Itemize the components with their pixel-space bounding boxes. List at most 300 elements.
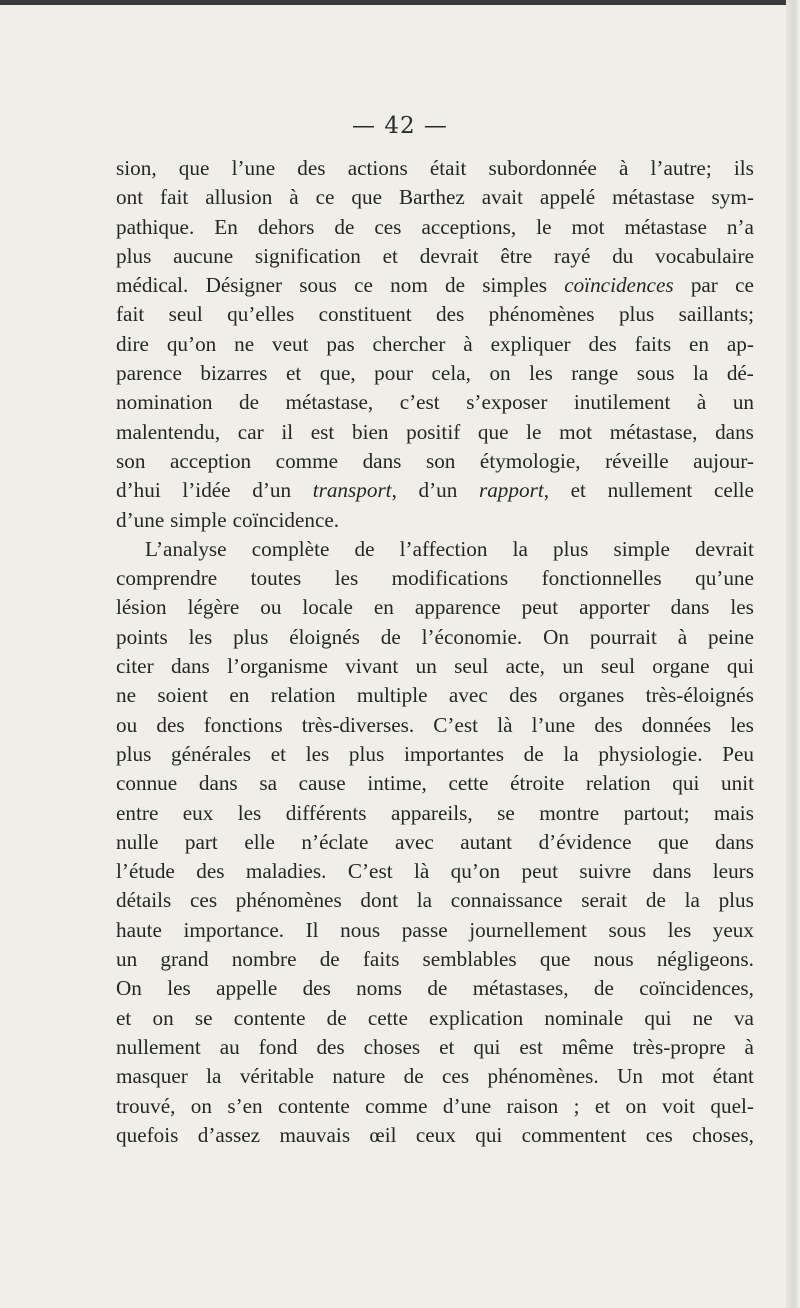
word: locale	[302, 595, 353, 620]
word: avec	[448, 683, 488, 708]
word: noms	[356, 976, 403, 1001]
word: ces	[645, 1122, 673, 1147]
word: sion,	[116, 156, 157, 180]
word: des	[436, 302, 465, 327]
word: autant	[460, 829, 513, 854]
word: les	[334, 566, 359, 591]
word: s’en	[227, 1093, 263, 1118]
word: simple	[170, 507, 227, 532]
text-line	[116, 359, 754, 388]
word: se	[194, 1005, 213, 1030]
word: semblables	[422, 947, 517, 972]
word: acception	[169, 448, 252, 473]
word: C’est	[347, 859, 393, 884]
word: plus	[618, 302, 655, 327]
text-line	[116, 300, 754, 329]
word: à	[696, 390, 707, 415]
word: sous	[636, 361, 675, 386]
text-line	[116, 330, 754, 359]
text-line	[116, 681, 754, 710]
word: On	[543, 624, 569, 649]
word: l’organisme	[227, 654, 328, 679]
word: choses,	[692, 1122, 754, 1147]
word: dé-	[726, 361, 754, 386]
word: peine	[708, 624, 754, 649]
page-number: — 42 —	[352, 113, 448, 139]
word: coïncidences,	[639, 976, 754, 1001]
page-edge-shadow	[786, 0, 800, 1308]
word: comprendre	[116, 566, 218, 591]
word: yeux	[712, 917, 754, 942]
word: cette	[367, 1005, 408, 1030]
word: détails	[116, 888, 172, 913]
word: importantes	[403, 741, 504, 766]
word: simple	[613, 536, 670, 561]
word: passe	[401, 917, 448, 942]
word: l’idée	[182, 478, 231, 503]
text-line	[116, 593, 754, 622]
word: réveille	[605, 448, 669, 473]
word: que	[351, 185, 382, 210]
word: c’est	[399, 390, 440, 415]
word: même	[561, 1034, 614, 1059]
word: seul	[168, 302, 203, 327]
word: la	[416, 888, 433, 913]
word: mauvais	[279, 1122, 351, 1147]
word: métastases,	[472, 976, 569, 1001]
word: et	[439, 1034, 455, 1059]
word: ce	[735, 273, 754, 298]
word: pathique.	[116, 214, 195, 239]
word: Peu	[722, 741, 754, 766]
word: un	[415, 654, 437, 679]
word: serait	[581, 888, 628, 913]
word: des	[156, 712, 185, 737]
word: contente	[278, 1093, 350, 1118]
word: nomination	[116, 390, 213, 415]
word: son	[425, 448, 456, 473]
word: qui	[644, 1005, 672, 1030]
text-line	[116, 799, 754, 828]
word: nullement	[607, 478, 693, 503]
word: plus	[116, 243, 152, 268]
word: sym-	[711, 185, 754, 210]
text-line	[116, 506, 754, 535]
word: comme	[365, 1093, 428, 1118]
word: nom	[390, 273, 428, 298]
word: journellement	[469, 917, 587, 942]
body-text	[116, 154, 754, 1150]
text-line	[116, 242, 754, 271]
word: rayé	[553, 243, 591, 268]
word: étant	[712, 1064, 754, 1089]
word: inutilement	[573, 390, 671, 415]
word: métastase,	[285, 390, 374, 415]
word: bizarres	[200, 361, 268, 386]
word: sous	[608, 917, 647, 942]
word: était	[429, 156, 467, 180]
word: ce	[354, 273, 373, 298]
word: Il	[305, 917, 319, 942]
word: signification	[254, 243, 361, 268]
word: la	[512, 536, 528, 561]
text-line	[116, 418, 754, 447]
word: plus	[116, 741, 152, 766]
word: nominale	[544, 1005, 624, 1030]
word: phénomènes.	[487, 1064, 599, 1089]
word: peut	[521, 595, 559, 620]
text-line	[116, 1062, 754, 1091]
text-line	[116, 213, 754, 242]
word: l’une	[531, 712, 576, 737]
text-line	[116, 623, 754, 652]
word: dans	[670, 595, 710, 620]
word: appelle	[216, 976, 278, 1001]
word: et	[270, 741, 286, 766]
word: toutes	[250, 566, 302, 591]
word: acte,	[505, 654, 545, 679]
word: ;	[573, 1093, 580, 1118]
word: saillants;	[678, 302, 754, 327]
word: subordonnée	[488, 156, 597, 180]
word: d’assez	[197, 1122, 261, 1147]
word: intime,	[367, 771, 427, 796]
word: devrait	[419, 243, 479, 268]
word: au	[219, 1034, 240, 1059]
word: comme	[275, 448, 339, 473]
word: parence	[116, 361, 182, 386]
word: faits	[634, 331, 672, 356]
word: mot	[571, 214, 605, 239]
word: en	[229, 683, 250, 708]
word: du	[612, 243, 634, 268]
word: dans	[170, 654, 210, 679]
word: qui	[473, 1034, 501, 1059]
word: acceptions,	[421, 214, 517, 239]
word: qui	[726, 654, 754, 679]
word: C’est	[433, 712, 479, 737]
word: l’une	[231, 156, 276, 180]
word: les	[237, 800, 262, 825]
word: de	[445, 273, 466, 298]
word: en	[373, 595, 394, 620]
word: plus	[553, 536, 589, 561]
word: pour	[374, 361, 414, 386]
word: ne	[692, 1005, 713, 1030]
word: un	[732, 390, 754, 415]
word: œil	[369, 1122, 397, 1147]
word: elle	[244, 829, 275, 854]
word: appelé	[539, 185, 596, 210]
word: cette	[448, 771, 489, 796]
word: soient	[157, 683, 209, 708]
word: veut	[272, 331, 309, 356]
word: avait	[481, 185, 523, 210]
word: qu’elles	[227, 302, 295, 327]
text-line	[116, 711, 754, 740]
word: suivre	[579, 859, 632, 884]
word: les	[167, 976, 191, 1001]
word: étroite	[510, 771, 565, 796]
word: qui	[475, 1122, 503, 1147]
word: pas	[326, 331, 355, 356]
word: le	[526, 419, 542, 444]
text-line	[116, 857, 754, 886]
word: chercher	[372, 331, 446, 356]
word: relation	[270, 683, 336, 708]
word: de	[593, 976, 614, 1001]
word: ces	[190, 888, 218, 913]
word: plus	[233, 624, 269, 649]
word: dans	[198, 771, 238, 796]
word: n’a	[726, 214, 754, 239]
word: multiple	[356, 683, 428, 708]
word: et	[382, 243, 398, 268]
text-line	[116, 1004, 754, 1033]
word: de	[354, 536, 375, 561]
text-line	[116, 974, 754, 1003]
text-line	[116, 476, 754, 505]
text-line	[116, 652, 754, 681]
word: importance.	[183, 917, 285, 942]
word: des	[594, 712, 623, 737]
word: vivant	[345, 654, 399, 679]
word: d’une	[442, 1093, 492, 1118]
word: partout;	[623, 800, 690, 825]
word: ont	[116, 185, 144, 210]
word: il	[281, 419, 294, 444]
word: phénomènes	[235, 888, 342, 913]
word: ceux	[415, 1122, 456, 1147]
word: entre	[116, 800, 159, 825]
word: et	[285, 361, 302, 386]
text-line	[116, 447, 754, 476]
word: ces	[442, 1064, 470, 1089]
word: ou	[260, 595, 282, 620]
word: est	[310, 419, 335, 444]
word: connaissance	[450, 888, 563, 913]
word: on	[625, 1093, 647, 1118]
word: organes	[558, 683, 625, 708]
word: on	[489, 361, 511, 386]
word: de	[380, 624, 401, 649]
word: la	[563, 741, 579, 766]
word: dans	[715, 419, 754, 444]
word: celle	[713, 478, 754, 503]
word: nous	[593, 947, 634, 972]
text-line	[116, 154, 754, 183]
word: actions	[347, 156, 408, 180]
word: lésion	[116, 595, 167, 620]
word: des	[509, 683, 538, 708]
word: qu’on	[166, 331, 217, 356]
word: nature	[332, 1064, 386, 1089]
word: l’étude	[116, 859, 175, 884]
word: à	[463, 331, 473, 356]
text-line	[116, 183, 754, 212]
word: on	[152, 1005, 174, 1030]
text-line	[116, 1033, 754, 1062]
word: nulle	[116, 829, 159, 854]
word: Barthez	[398, 185, 465, 210]
word: métastase	[612, 185, 695, 210]
word: voit	[662, 1093, 696, 1118]
word: de	[523, 741, 544, 766]
word: transport,	[312, 478, 397, 503]
word: dont	[360, 888, 399, 913]
word: légère	[187, 595, 240, 620]
word: s’exposer	[466, 390, 548, 415]
word: physiologie.	[598, 741, 703, 766]
word: unit	[721, 771, 754, 796]
word: plus	[348, 741, 385, 766]
word: complète	[251, 536, 330, 561]
word: et	[594, 1093, 611, 1118]
word: fait	[116, 302, 145, 327]
word: On	[116, 976, 142, 1001]
word: des	[588, 331, 617, 356]
word: ou	[116, 712, 138, 737]
text-line	[116, 1121, 754, 1150]
word: ils	[733, 156, 754, 180]
word: qu’on	[450, 859, 501, 884]
word: car	[237, 419, 264, 444]
word: les	[667, 917, 692, 942]
text-line	[116, 271, 754, 300]
word: points	[116, 624, 168, 649]
word: coïncidences	[564, 273, 674, 298]
word: commentent	[521, 1122, 627, 1147]
word: fond	[258, 1034, 298, 1059]
word: de	[239, 390, 260, 415]
word: connue	[116, 771, 178, 796]
word: à	[744, 1034, 754, 1059]
word: négligeons.	[656, 947, 754, 972]
word: dans	[652, 859, 692, 884]
word: malentendu,	[116, 419, 221, 444]
word: raison	[506, 1093, 559, 1118]
word: part	[184, 829, 218, 854]
word: des	[302, 976, 331, 1001]
word: constituent	[318, 302, 412, 327]
word: étymologie,	[479, 448, 581, 473]
word: range	[571, 361, 619, 386]
word: dehors	[257, 214, 315, 239]
word: cela,	[431, 361, 471, 386]
word: que,	[319, 361, 356, 386]
word: va	[733, 1005, 754, 1030]
word: seul	[454, 654, 489, 679]
word: En	[214, 214, 238, 239]
word: la	[206, 1064, 222, 1089]
word: Désigner	[205, 273, 283, 298]
word: à	[289, 185, 299, 210]
word: d’une	[116, 507, 165, 532]
text-line	[116, 564, 754, 593]
word: fait	[160, 185, 189, 210]
word: de	[403, 1064, 424, 1089]
word: aujour-	[693, 448, 754, 473]
word: peut	[521, 859, 558, 884]
word: de	[319, 947, 340, 972]
word: les	[305, 741, 330, 766]
word: les	[529, 361, 553, 386]
word: éloignés	[289, 624, 360, 649]
top-border	[0, 0, 800, 5]
word: de	[334, 214, 355, 239]
word: eux	[182, 800, 214, 825]
text-line	[116, 828, 754, 857]
word: générales	[171, 741, 252, 766]
word: ap-	[726, 331, 754, 356]
word: modifications	[391, 566, 509, 591]
word: citer	[116, 654, 154, 679]
word: que	[539, 947, 571, 972]
word: expliquer	[490, 331, 571, 356]
text-line	[116, 916, 754, 945]
word: de	[326, 1005, 347, 1030]
word: allusion	[205, 185, 273, 210]
word: à	[677, 624, 688, 649]
word: des	[297, 156, 326, 180]
word: d’un	[418, 478, 458, 503]
word: nombre	[231, 947, 297, 972]
word: rapport,	[478, 478, 550, 503]
word: que	[658, 829, 689, 854]
word: des	[196, 859, 225, 884]
word: les	[730, 595, 754, 620]
word: nullement	[116, 1034, 201, 1059]
word: par	[690, 273, 718, 298]
word: de	[427, 976, 448, 1001]
word: un	[116, 947, 138, 972]
text-line	[116, 388, 754, 417]
word: choses	[363, 1034, 421, 1059]
word: de	[645, 888, 666, 913]
word: bien	[351, 419, 389, 444]
word: masquer	[116, 1064, 188, 1089]
word: apporter	[579, 595, 650, 620]
word: apparence	[414, 595, 501, 620]
word: les	[188, 624, 213, 649]
word: véritable	[239, 1064, 314, 1089]
word: son	[116, 448, 146, 473]
word: n’éclate	[301, 829, 369, 854]
word: fonctionnelles	[541, 566, 662, 591]
word: d’un	[252, 478, 292, 503]
word: devrait	[695, 536, 754, 561]
word: haute	[116, 917, 162, 942]
word: la	[684, 888, 700, 913]
word: fonctions	[203, 712, 283, 737]
word: très-propre	[632, 1034, 726, 1059]
word: un	[562, 654, 584, 679]
word: très-éloignés	[645, 683, 754, 708]
word: pourrait	[589, 624, 657, 649]
word: métastase	[624, 214, 707, 239]
word: aucune	[173, 243, 234, 268]
word: des	[316, 1034, 345, 1059]
word: seul	[600, 654, 635, 679]
text-line	[116, 535, 754, 564]
text-line	[116, 740, 754, 769]
word: relation	[585, 771, 651, 796]
word: l’économie.	[421, 624, 523, 649]
word: se	[497, 800, 515, 825]
word: sous	[299, 273, 337, 298]
text-line	[116, 886, 754, 915]
word: plus	[718, 888, 754, 913]
